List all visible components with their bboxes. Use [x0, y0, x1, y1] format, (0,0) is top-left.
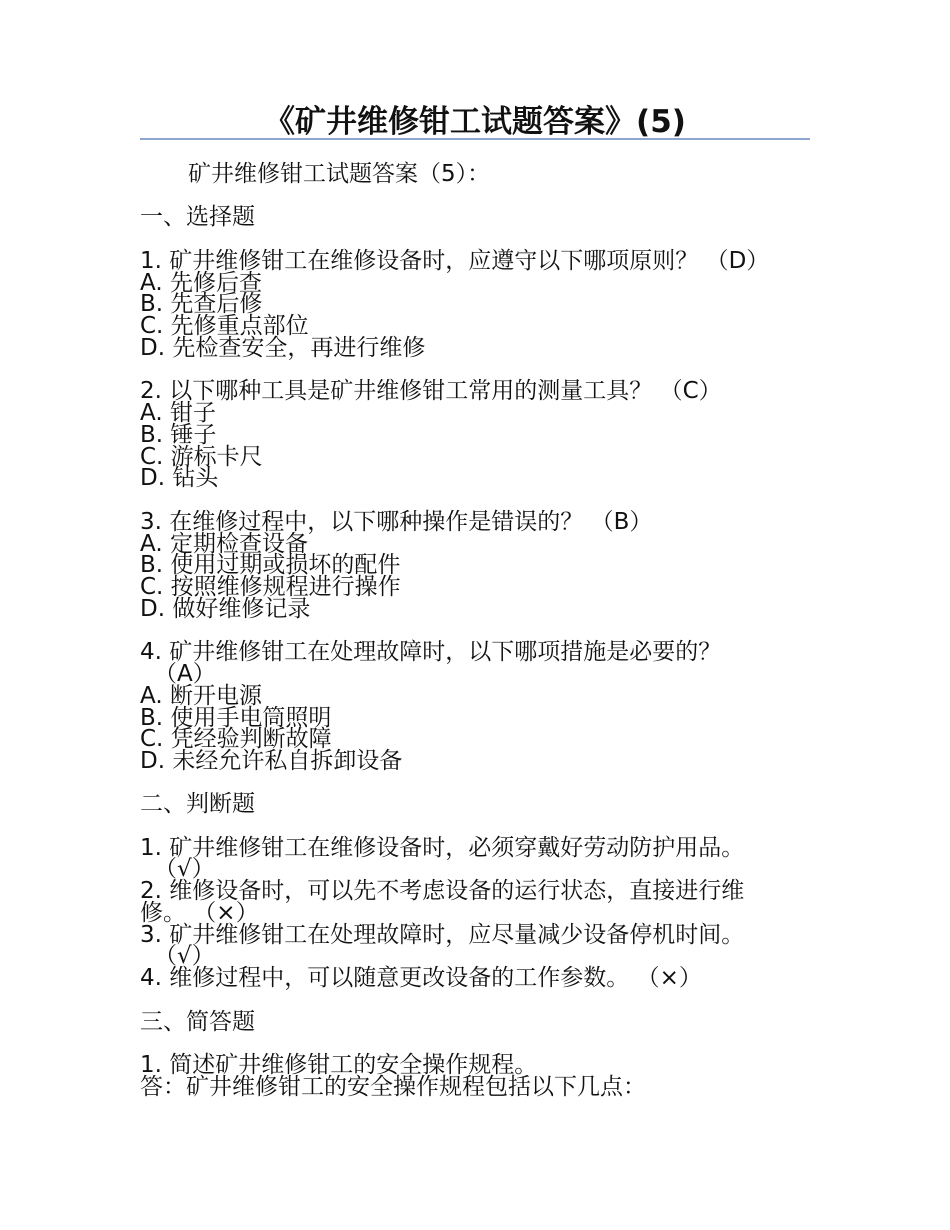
option-text: C. 先修重点部位 — [140, 313, 309, 339]
question-text: 4. 矿井维修钳工在处理故障时，以下哪项措施是必要的？ — [140, 639, 722, 665]
statement-text: 2. 维修设备时，可以先不考虑设备的运行状态，直接进行维 — [140, 878, 745, 904]
document-title: 《矿井维修钳工试题答案》(5) — [264, 104, 686, 140]
option-text: C. 游标卡尺 — [140, 444, 263, 470]
section-heading-judgement: 二、判断题 — [140, 791, 255, 817]
option-text: A. 断开电源 — [140, 683, 262, 709]
option-text: C. 凭经验判断故障 — [140, 726, 332, 752]
answer-text: （A） — [154, 661, 216, 687]
intro-text: 矿井维修钳工试题答案（5）： — [188, 161, 491, 187]
option-text: D. 钻头 — [140, 465, 219, 491]
option-text: B. 使用过期或损坏的配件 — [140, 552, 401, 578]
option-text: D. 做好维修记录 — [140, 596, 311, 622]
answer-text: （√） — [154, 943, 215, 969]
option-text: A. 先修后查 — [140, 270, 262, 296]
option-text: C. 按照维修规程进行操作 — [140, 574, 401, 600]
option-text: B. 使用手电筒照明 — [140, 705, 332, 731]
option-text: A. 钳子 — [140, 400, 216, 426]
answer-text: （√） — [154, 856, 215, 882]
question-text: 3. 在维修过程中，以下哪种操作是错误的？ （B） — [140, 509, 653, 535]
statement-text: 1. 矿井维修钳工在维修设备时，必须穿戴好劳动防护用品。 — [140, 835, 745, 861]
option-text: B. 锤子 — [140, 422, 217, 448]
statement-text: 3. 矿井维修钳工在处理故障时，应尽量减少设备停机时间。 — [140, 922, 745, 948]
answer-text: 修。 （×） — [140, 900, 259, 926]
section-heading-short-answer: 三、简答题 — [140, 1009, 255, 1035]
question-text: 1. 矿井维修钳工在维修设备时，应遵守以下哪项原则？ （D） — [140, 248, 770, 274]
option-text: D. 先检查安全，再进行维修 — [140, 335, 426, 361]
title-underline — [140, 138, 810, 140]
option-text: D. 未经允许私自拆卸设备 — [140, 748, 403, 774]
answer-text: 答：矿井维修钳工的安全操作规程包括以下几点： — [140, 1074, 646, 1100]
option-text: B. 先查后修 — [140, 291, 263, 317]
option-text: A. 定期检查设备 — [140, 531, 308, 557]
section-heading-choice: 一、选择题 — [140, 204, 255, 230]
statement-text: 4. 维修过程中，可以随意更改设备的工作参数。 （×） — [140, 965, 702, 991]
question-text: 2. 以下哪种工具是矿井维修钳工常用的测量工具？ （C） — [140, 378, 722, 404]
question-text: 1. 简述矿井维修钳工的安全操作规程。 — [140, 1052, 538, 1078]
